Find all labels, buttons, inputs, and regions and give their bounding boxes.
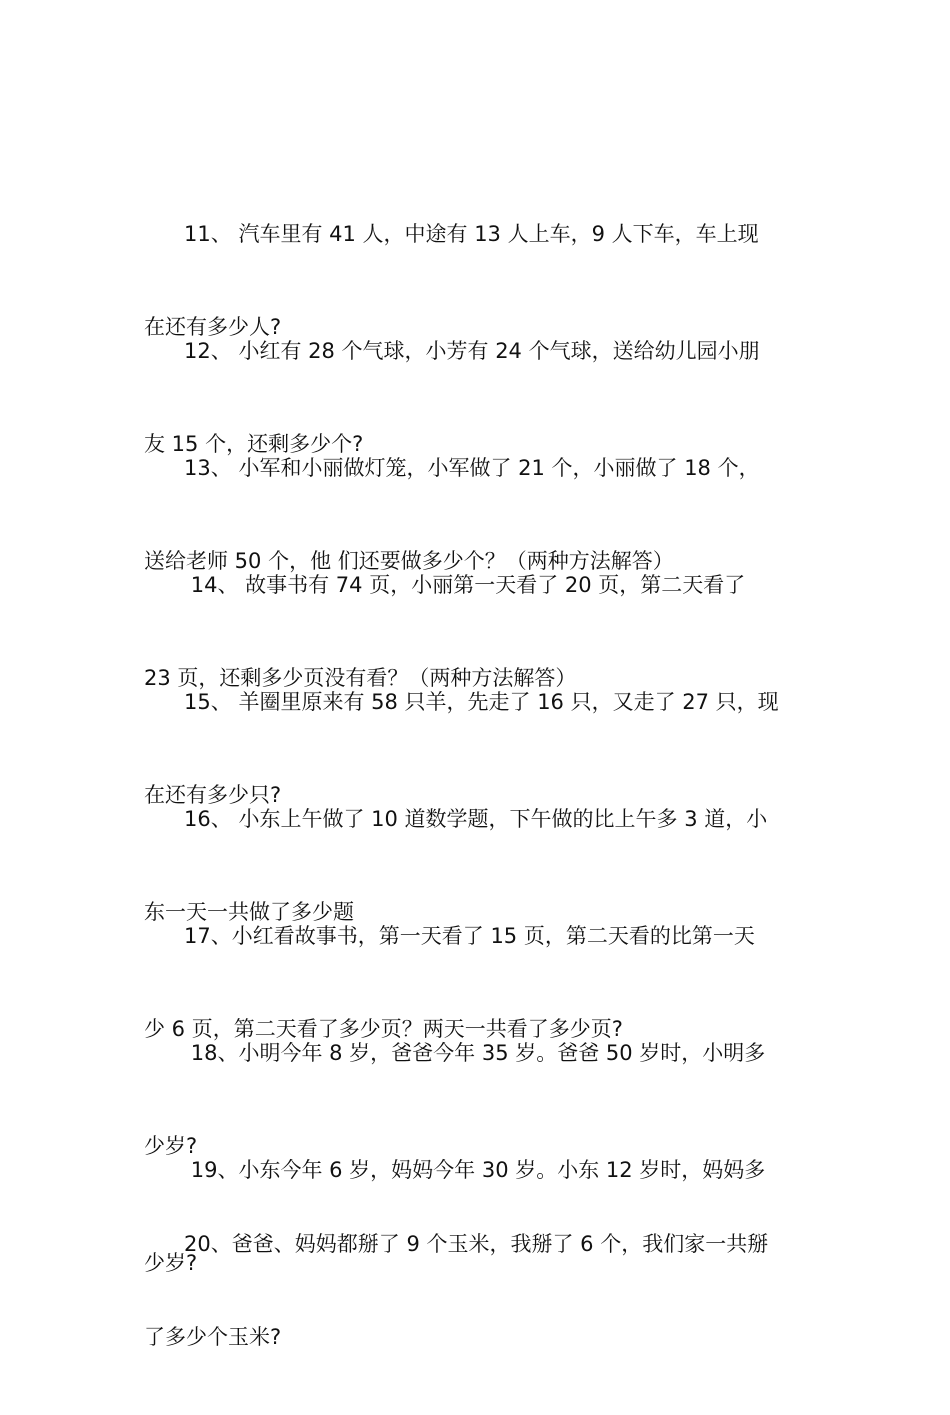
problem-20-line-1: 20、爸爸、妈妈都掰了 9 个玉米，我掰了 6 个，我们家一共掰 xyxy=(144,1232,769,1256)
problem-16-line-1: 16、 小东上午做了 10 道数学题，下午做的比上午多 3 道，小 xyxy=(144,807,768,831)
problem-14-line-1: 14、 故事书有 74 页，小丽第一天看了 20 页，第二天看了 xyxy=(144,573,746,597)
problem-15-line-1: 15、 羊圈里原来有 58 只羊，先走了 16 只，又走了 27 只，现 xyxy=(144,690,779,714)
problem-14-line-2: 23 页，还剩多少页没有看？（两种方法解答） xyxy=(144,666,577,690)
problem-15-line-2: 在还有多少只? xyxy=(144,783,282,807)
problem-13-line-2: 送给老师 50 个，他 们还要做多少个？（两种方法解答） xyxy=(144,549,674,573)
problem-11-line-1: 11、 汽车里有 41 人，中途有 13 人上车，9 人下车，车上现 xyxy=(144,222,759,246)
problem-20-line-2: 了多少个玉米? xyxy=(144,1325,282,1349)
problem-20 xyxy=(144,1167,814,1415)
problem-19-line-1: 19、小东今年 6 岁，妈妈今年 30 岁。小东 12 岁时，妈妈多 xyxy=(144,1158,766,1182)
problem-12-line-2: 友 15 个，还剩多少个? xyxy=(144,432,364,456)
problem-18-line-1: 18、小明今年 8 岁，爸爸今年 35 岁。爸爸 50 岁时，小明多 xyxy=(144,1041,766,1065)
problem-17-line-2: 少 6 页，第二天看了多少页？两天一共看了多少页? xyxy=(144,1017,623,1041)
problem-19-line-2: 少岁? xyxy=(144,1251,198,1275)
problem-11-line-2: 在还有多少人? xyxy=(144,315,282,339)
problem-18-line-2: 少岁? xyxy=(144,1134,198,1158)
problem-12-line-1: 12、 小红有 28 个气球，小芳有 24 个气球，送给幼儿园小朋 xyxy=(144,339,760,363)
problem-13-line-1: 13、 小军和小丽做灯笼，小军做了 21 个，小丽做了 18 个， xyxy=(144,456,760,480)
problem-16-line-2: 东一天一共做了多少题 xyxy=(144,900,354,924)
problem-17-line-1: 17、小红看故事书，第一天看了 15 页，第二天看的比第一天 xyxy=(144,924,755,948)
